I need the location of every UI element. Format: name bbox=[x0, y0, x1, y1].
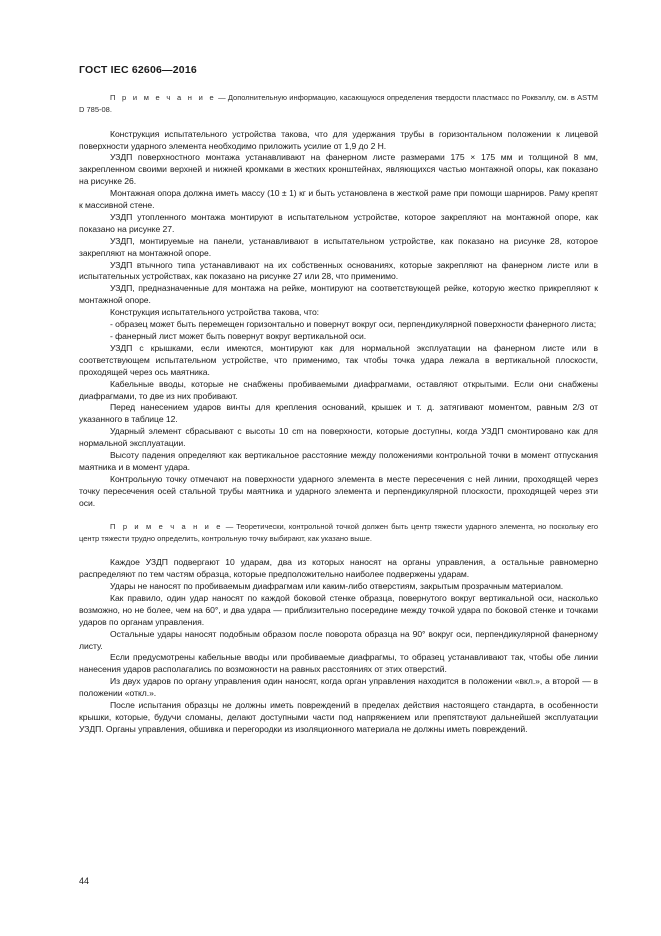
page-header: ГОСТ IEC 62606—2016 bbox=[79, 64, 197, 76]
note-2 bbox=[79, 521, 598, 546]
note-2-label: П р и м е ч а н и е bbox=[110, 521, 223, 531]
note-1 bbox=[79, 92, 598, 117]
paragraph: УЗДП утопленного монтажа монтируют в испытательном устройстве, которое закрепляют на монтажной опоре, как показано на рисунке 27. bbox=[79, 211, 598, 234]
paragraph: УЗДП, предназначенные для монтажа на рейке, монтируют на соответствующей рейке, которую жестко прикрепляют к монтажной опоре. bbox=[79, 283, 598, 306]
paragraph: Остальные удары наносят подобным образом после поворота образца на 90° вокруг оси, перпендикулярной фанерному листу. bbox=[79, 628, 598, 651]
paragraph: УЗДП втычного типа устанавливают на их собственных основаниях, которые закрепляют на фанерном листе или в испытательных устройствах, как показано на рисунке 27 или 28, что применимо. bbox=[79, 259, 598, 282]
paragraph: После испытания образцы не должны иметь повреждений в пределах действия настоящего стандарта, в особенности крышки, которые, будучи сломаны, делают доступными части под напряжением или препятствуют дальнейшей эксплуатации УЗДП. Органы управления, обшивка и перегородки из изоляционного материала не должны иметь повреждений. bbox=[79, 700, 598, 734]
paragraph: УЗДП, монтируемые на панели, устанавливают в испытательном устройстве, как показано на рисунке 28, которое закрепляют на монтажной опоре. bbox=[79, 235, 598, 258]
note-1-label: П р и м е ч а н и е bbox=[110, 93, 216, 102]
paragraph: Монтажная опора должна иметь массу (10 ± 1) кг и быть установлена в жесткой раме при помощи шарниров. Раму крепят к массивной стене. bbox=[79, 188, 598, 211]
note-2-text: — Теоретически, контрольной точкой должен быть центр тяжести ударного элемента, но поскольку его центр тяжести трудно определить, контрольную точку выбирают, как указано выше. bbox=[79, 521, 598, 543]
paragraph: УЗДП с крышками, если имеются, монтируют как для нормальной эксплуатации на фанерном листе или в соответствующем испытательном устройстве, что применимо, так чтобы точка удара лежала в вертикальной плоскости, проходящей через ось маятника. bbox=[79, 342, 598, 377]
page-body bbox=[79, 92, 598, 736]
paragraph: Высоту падения определяют как вертикальное расстояние между положениями контрольной точки в момент отпускания маятника и в момент удара. bbox=[79, 450, 598, 472]
paragraph: Каждое УЗДП подвергают 10 ударам, два из которых наносят на органы управления, а остальные равномерно распределяют по тем частям образца, которые предположительно наиболее подвержены ударам. bbox=[79, 557, 598, 580]
paragraph: Если предусмотрены кабельные вводы или пробиваемые диафрагмы, то образец устанавливают так, чтобы обе линии нанесения ударов располагались по возможности на равных расстояниях от этих отверстий. bbox=[79, 652, 598, 675]
paragraph: Конструкция испытательного устройства такова, что: bbox=[110, 307, 320, 318]
paragraph: Перед нанесением ударов винты для крепления оснований, крышек и т. д. затягивают моментом, равным 2/3 от указанного в таблице 12. bbox=[79, 402, 598, 425]
list-item: - фанерный лист может быть повернут вокруг вертикальной оси. bbox=[110, 331, 367, 341]
paragraph: Контрольную точку отмечают на поверхности ударного элемента в месте пересечения с ней линии, проходящей через точку пересечения осей стальной трубы маятника и ударного элемента и перпендикулярной плоскости, проходящей через эти оси. bbox=[79, 473, 598, 508]
paragraph: Удары не наносят по пробиваемым диафрагмам или каким-либо отверстиям, закрытым прозрачным материалом. bbox=[110, 581, 564, 591]
list-item: - образец может быть перемещен горизонтально и повернут вокруг оси, перпендикулярной поверхности фанерного листа; bbox=[110, 319, 597, 330]
paragraph: Кабельные вводы, которые не снабжены пробиваемыми диафрагмами, оставляют открытыми. Если они снабжены диафрагмами, то две из них пробивают. bbox=[79, 378, 598, 401]
paragraph: Ударный элемент сбрасывают с высоты 10 cm на поверхности, которые доступны, когда УЗДП смонтировано как для нормальной эксплуатации. bbox=[79, 426, 598, 449]
paragraph: Конструкция испытательного устройства такова, что для удержания трубы в горизонтальном положении к лицевой поверхности ударного элемента необходимо приложить усилие от 1,9 до 2 Н. bbox=[79, 128, 598, 151]
paragraph: УЗДП поверхностного монтажа устанавливают на фанерном листе размерами 175 × 175 мм и толщиной 8 мм, закрепленном своими верхней и нижней кромками в жестких кронштейнах, являющихся частью монтажной опоры, как показано на рисунке 26. bbox=[79, 152, 598, 187]
note-1-text: — Дополнительную информацию, касающуюся определения твердости пластмасс по Роквэллу, см. в ASTM D 785-08. bbox=[79, 93, 598, 115]
page-number: 44 bbox=[79, 876, 90, 886]
paragraph: Как правило, один удар наносят по каждой боковой стенке образца, повернутого вокруг вертикальной оси, насколько возможно, но не более, чем на 60°, и два удара — приблизительно посередине между точкой удара по боковой стенке и точками ударов по органам управления. bbox=[79, 592, 598, 627]
paragraph: Из двух ударов по органу управления один наносят, когда орган управления находится в положении «вкл.», а второй — в положении «откл.». bbox=[79, 676, 598, 699]
